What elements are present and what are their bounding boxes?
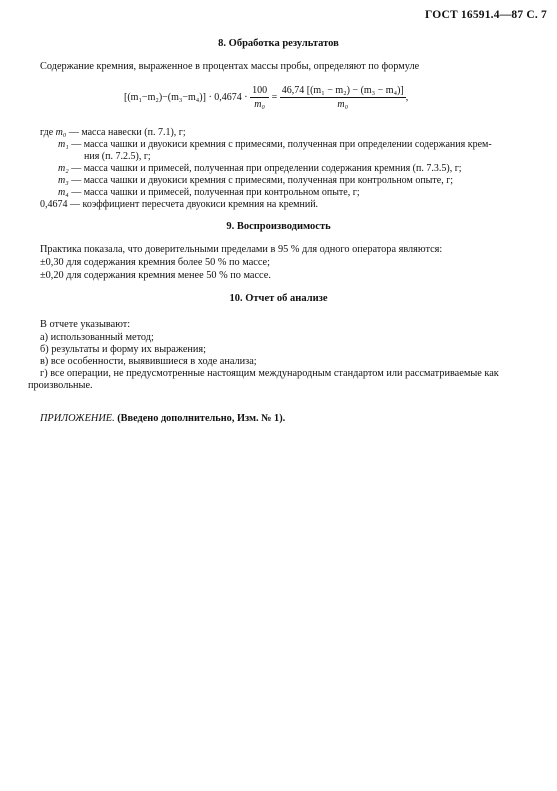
definition-text: — масса навески (п. 7.1), г; <box>68 127 186 138</box>
formula-left: [(m₁−m₂)−(m₃−m₄)] · 0,4674 · <box>124 91 248 103</box>
definition-symbol: m₁ <box>58 139 69 150</box>
section-9-heading: 9. Воспроизводимость <box>226 221 331 232</box>
definition-row <box>40 127 186 139</box>
definition-row <box>58 139 492 151</box>
reproducibility-line-1: ±0,30 для содержания кремния более 50 % по массе; <box>40 257 270 268</box>
section-10-intro: В отчете указывают: <box>40 319 131 330</box>
definition-text: ния (п. 7.2.5), г; <box>84 151 151 162</box>
definition-text: — масса чашки и примесей, полученная при определении содержания кремния (п. 7.3.5), г; <box>71 163 462 174</box>
report-item-c: в) все особенности, выявившиеся в ходе анализа; <box>40 356 257 367</box>
definition-symbol: 0,4674 <box>40 199 68 210</box>
definition-symbol: m₀ <box>55 127 67 138</box>
report-item-d: г) все операции, не предусмотренные настоящим международным стандартом или рассматриваемые как <box>40 368 499 379</box>
definition-row <box>84 151 151 163</box>
page-header: ГОСТ 16591.4—87 С. 7 <box>424 9 547 21</box>
definition-symbol: m₂ <box>58 163 69 174</box>
section-10-heading: 10. Отчет об анализе <box>229 293 328 304</box>
definition-text: — масса чашки и двуокиси кремния с примесями, полученная при контрольном опыте, г; <box>71 175 454 186</box>
section-8-intro: Содержание кремния, выраженное в процентах массы пробы, определяют по формуле <box>40 61 420 72</box>
formula-comma: , <box>405 91 409 103</box>
definition-text: — коэффициент пересчета двуокиси кремния на кремний. <box>70 199 319 210</box>
fraction-1-numerator: 100 <box>252 85 268 96</box>
formula-fraction-2 <box>280 85 406 110</box>
section-8-heading: 8. Обработка результатов <box>218 38 339 49</box>
report-item-a: а) использованный метод; <box>40 332 154 343</box>
definition-row <box>58 187 360 199</box>
definition-symbol: m₃ <box>58 175 69 186</box>
fraction-1-denominator: m₀ <box>254 99 265 110</box>
section-9-intro: Практика показала, что доверительными пределами в 95 % для одного оператора являются: <box>40 244 443 255</box>
definition-row <box>58 175 453 187</box>
appendix-label: ПРИЛОЖЕНИЕ. <box>40 413 115 424</box>
definition-symbol: m₄ <box>58 187 69 198</box>
definition-row <box>40 199 318 211</box>
appendix-note <box>40 413 285 424</box>
where-word: где <box>40 127 54 138</box>
definition-row <box>58 163 462 175</box>
formula-equals: = <box>271 91 278 103</box>
silicon-formula <box>124 85 408 119</box>
report-item-b: б) результаты и форму их выражения; <box>40 344 207 355</box>
fraction-2-numerator: 46,74 [(m₁ − m₂) − (m₃ − m₄)] <box>281 85 404 96</box>
formula-fraction-1 <box>250 85 269 110</box>
definition-text: — масса чашки и примесей, полученная при контрольном опыте, г; <box>71 187 360 198</box>
reproducibility-line-2: ±0,20 для содержания кремния менее 50 % по массе. <box>40 270 271 281</box>
definition-text: — масса чашки и двуокиси кремния с примесями, полученная при определении содержания крем- <box>71 139 492 150</box>
appendix-amendment: (Введено дополнительно, Изм. № 1). <box>117 413 286 424</box>
fraction-2-denominator: m₀ <box>337 99 349 110</box>
report-item-d-continuation: произвольные. <box>28 380 93 391</box>
